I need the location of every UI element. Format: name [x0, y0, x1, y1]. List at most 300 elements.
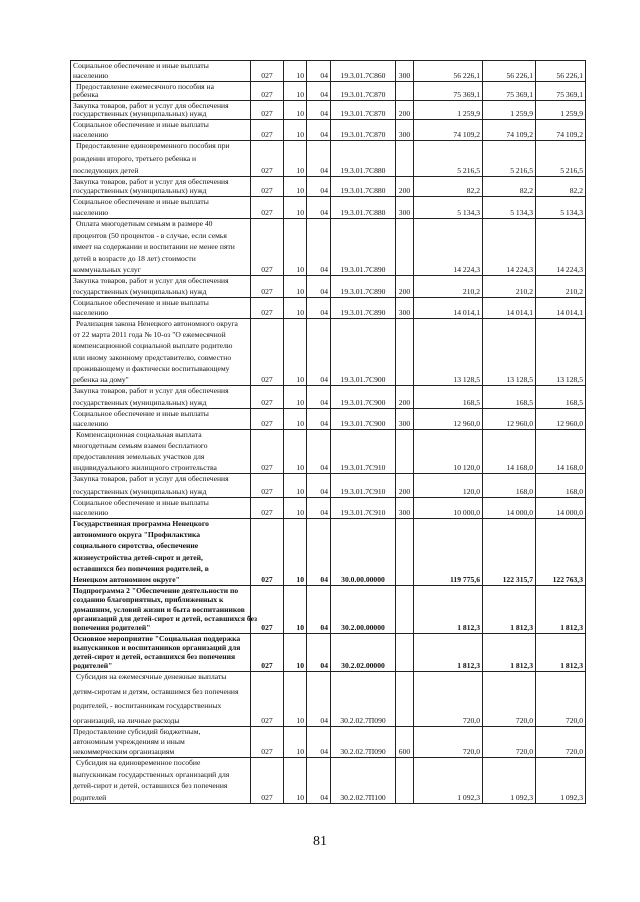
ministry-code-cell: 027	[251, 474, 284, 498]
item-name-line: домашним, условий жизни и быта воспитанников	[73, 604, 245, 614]
amount-3-cell: 5 134,3	[536, 197, 586, 219]
subsection-cell: 04	[307, 61, 331, 82]
amount-1-cell: 10 120,0	[414, 430, 483, 474]
item-name-line: Подпрограмма 2 "Обеспечение деятельности по	[73, 586, 239, 595]
item-name-cell	[71, 672, 251, 727]
page-number: 81	[313, 834, 327, 849]
item-name	[73, 62, 249, 80]
expense-type-cell: 300	[396, 498, 414, 519]
subsection-cell: 04	[307, 498, 331, 519]
item-name-cell	[71, 758, 251, 804]
target-article-cell: 19.3.01.7С880	[331, 197, 396, 219]
item-name	[73, 220, 249, 274]
amount-1-cell: 13 128,5	[414, 319, 483, 386]
item-name-line: автономного округа "Профилактика	[73, 530, 201, 540]
amount-2-cell: 14 000,0	[483, 498, 536, 519]
amount-2-cell: 74 109,2	[483, 120, 536, 141]
item-name-line: Государственная программа Ненецкого	[73, 519, 209, 528]
expense-type-cell	[396, 430, 414, 474]
item-name-cell	[71, 197, 251, 219]
section-cell: 10	[284, 409, 307, 430]
item-name-cell	[71, 82, 251, 101]
item-name-line: оставшихся без попечения родителей, в	[73, 563, 209, 573]
subsection-cell: 04	[307, 82, 331, 101]
amount-3-cell: 210,2	[536, 276, 586, 298]
amount-1-cell: 1 812,3	[414, 634, 483, 672]
expense-type-cell: 600	[396, 727, 414, 758]
subsection-cell: 04	[307, 386, 331, 409]
item-name-cell	[71, 519, 251, 586]
expense-type-cell	[396, 319, 414, 386]
section-cell: 10	[284, 298, 307, 319]
section-cell: 10	[284, 276, 307, 298]
expense-type-cell: 200	[396, 386, 414, 409]
item-name-line: выпускникам государственных организаций для	[73, 769, 230, 779]
budget-row	[71, 672, 586, 727]
amount-2-cell: 1 812,3	[483, 634, 536, 672]
item-name	[73, 759, 249, 802]
item-name-line: попечения родителей"	[73, 623, 151, 632]
amount-3-cell: 14 224,3	[536, 219, 586, 276]
subsection-cell: 04	[307, 430, 331, 474]
amount-1-cell: 12 960,0	[414, 409, 483, 430]
item-name	[73, 102, 249, 118]
item-name-line: Закупка товаров, работ и услуг для обеспечения	[73, 474, 229, 483]
item-name	[73, 142, 249, 175]
budget-row	[71, 61, 586, 82]
amount-2-cell: 168,0	[483, 474, 536, 498]
subsection-cell: 04	[307, 634, 331, 672]
budget-row	[71, 276, 586, 298]
section-cell: 10	[284, 197, 307, 219]
amount-3-cell: 14 014,1	[536, 298, 586, 319]
section-cell: 10	[284, 61, 307, 82]
subsection-cell: 04	[307, 586, 331, 634]
target-article-cell: 19.3.01.7С910	[331, 430, 396, 474]
item-name-line: родителей	[73, 792, 107, 802]
amount-1-cell: 5 216,5	[414, 141, 483, 177]
budget-row	[71, 727, 586, 758]
item-name-cell	[71, 386, 251, 409]
target-article-cell: 19.3.01.7С900	[331, 319, 396, 386]
item-name-line: детям-сиротам и детям, оставшимся без попечения	[73, 686, 239, 696]
item-name-cell	[71, 141, 251, 177]
amount-2-cell: 13 128,5	[483, 319, 536, 386]
amount-1-cell: 720,0	[414, 727, 483, 758]
item-name	[73, 586, 258, 632]
ministry-code-cell: 027	[251, 430, 284, 474]
section-cell: 10	[284, 519, 307, 586]
ministry-code-cell: 027	[251, 197, 284, 219]
item-name-line: государственных (муниципальных) нужд	[73, 398, 207, 407]
item-name-line: Социальное обеспечение и иные выплаты	[73, 197, 209, 206]
ministry-code-cell: 027	[251, 409, 284, 430]
ministry-code-cell: 027	[251, 758, 284, 804]
section-cell: 10	[284, 474, 307, 498]
amount-2-cell: 720,0	[483, 672, 536, 727]
amount-2-cell: 5 134,3	[483, 197, 536, 219]
item-name-line: предоставления земельных участков для	[73, 452, 205, 461]
target-article-cell: 19.3.01.7С900	[331, 409, 396, 430]
ministry-code-cell: 027	[251, 586, 284, 634]
section-cell: 10	[284, 120, 307, 141]
budget-row	[71, 298, 586, 319]
expense-type-cell: 200	[396, 101, 414, 120]
section-cell: 10	[284, 82, 307, 101]
amount-3-cell: 74 109,2	[536, 120, 586, 141]
expense-type-cell	[396, 634, 414, 672]
budget-row	[71, 409, 586, 430]
item-name-line: государственных (муниципальных) нужд	[73, 487, 207, 496]
subsection-cell: 04	[307, 177, 331, 197]
ministry-code-cell: 027	[251, 177, 284, 197]
item-name-cell	[71, 177, 251, 197]
amount-3-cell: 168,0	[536, 474, 586, 498]
amount-1-cell: 82,2	[414, 177, 483, 197]
item-name-cell	[71, 120, 251, 141]
target-article-cell: 19.3.01.7С890	[331, 276, 396, 298]
budget-row	[71, 120, 586, 141]
ministry-code-cell: 027	[251, 672, 284, 727]
item-name-line: Субсидия на единовременное пособие	[76, 758, 201, 767]
expense-type-cell: 300	[396, 120, 414, 141]
target-article-cell: 19.3.01.7С870	[331, 101, 396, 120]
item-name-line: некоммерческим организациям	[73, 747, 175, 756]
amount-2-cell: 82,2	[483, 177, 536, 197]
amount-2-cell: 14 014,1	[483, 298, 536, 319]
item-name-line: детей-сирот и детей, оставшихся без попечения	[73, 652, 236, 661]
budget-row	[71, 758, 586, 804]
amount-3-cell: 720,0	[536, 727, 586, 758]
amount-2-cell: 1 812,3	[483, 586, 536, 634]
item-name-line: государственных (муниципальных) нужд	[73, 186, 207, 195]
expense-type-cell	[396, 219, 414, 276]
amount-3-cell: 5 216,5	[536, 141, 586, 177]
subsection-cell: 04	[307, 298, 331, 319]
item-name-line: Реализация закона Ненецкого автономного округа	[76, 319, 238, 328]
item-name-line: родителей"	[73, 661, 113, 670]
subsection-cell: 04	[307, 319, 331, 386]
item-name-line: индивидуального жилищного строительства	[73, 463, 217, 472]
subsection-cell: 04	[307, 197, 331, 219]
item-name	[73, 83, 249, 99]
section-cell: 10	[284, 727, 307, 758]
item-name-line: Ненецком автономном округе"	[73, 574, 180, 584]
item-name	[73, 673, 249, 725]
expense-type-cell	[396, 519, 414, 586]
amount-3-cell: 14 168,0	[536, 430, 586, 474]
item-name	[73, 635, 249, 670]
item-name	[73, 410, 249, 428]
item-name-line: последующих детей	[73, 166, 139, 175]
item-name	[73, 520, 249, 584]
item-name-line: коммунальных услуг	[73, 265, 141, 274]
target-article-cell: 19.3.01.7С880	[331, 141, 396, 177]
item-name-line: детей в возрасте до 18 лет) стоимости	[73, 253, 196, 263]
expense-type-cell: 200	[396, 474, 414, 498]
item-name-line: социального сиротства, обеспечение	[73, 541, 199, 551]
expense-type-cell	[396, 82, 414, 101]
amount-3-cell: 56 226,1	[536, 61, 586, 82]
item-name-cell	[71, 219, 251, 276]
budget-table	[70, 60, 586, 804]
item-name-line: Основное мероприятие "Социальная поддержка	[73, 634, 241, 643]
amount-1-cell: 1 259,9	[414, 101, 483, 120]
amount-2-cell: 14 168,0	[483, 430, 536, 474]
ministry-code-cell: 027	[251, 634, 284, 672]
budget-row	[71, 319, 586, 386]
item-name-cell	[71, 727, 251, 758]
amount-1-cell: 168,5	[414, 386, 483, 409]
item-name-line: Закупка товаров, работ и услуг для обеспечения	[73, 101, 229, 110]
amount-3-cell: 122 763,3	[536, 519, 586, 586]
item-name-line: автономным учреждениям и иным	[73, 737, 185, 746]
budget-row	[71, 101, 586, 120]
item-name-line: Предоставление ежемесячного пособия на	[76, 82, 214, 91]
amount-1-cell: 1 092,3	[414, 758, 483, 804]
item-name-line: Закупка товаров, работ и услуг для обеспечения	[73, 386, 229, 395]
expense-type-cell	[396, 758, 414, 804]
amount-2-cell: 5 216,5	[483, 141, 536, 177]
item-name	[73, 387, 249, 407]
subsection-cell: 04	[307, 120, 331, 141]
target-article-cell: 30.0.00.00000	[331, 519, 396, 586]
amount-1-cell: 14 014,1	[414, 298, 483, 319]
item-name	[73, 475, 249, 496]
item-name-line: от 22 марта 2011 года № 10-оз "О ежемесячной	[73, 330, 226, 340]
section-cell: 10	[284, 758, 307, 804]
amount-3-cell: 82,2	[536, 177, 586, 197]
amount-2-cell: 168,5	[483, 386, 536, 409]
budget-row	[71, 82, 586, 101]
budget-row	[71, 519, 586, 586]
item-name-cell	[71, 498, 251, 519]
item-name	[73, 277, 249, 296]
item-name-line: населению	[73, 71, 109, 80]
ministry-code-cell: 027	[251, 298, 284, 319]
ministry-code-cell: 027	[251, 519, 284, 586]
section-cell: 10	[284, 498, 307, 519]
target-article-cell: 19.3.01.7С910	[331, 498, 396, 519]
amount-1-cell: 119 775,6	[414, 519, 483, 586]
item-name-line: ребенка на дому"	[73, 374, 129, 384]
subsection-cell: 04	[307, 219, 331, 276]
amount-3-cell: 168,5	[536, 386, 586, 409]
target-article-cell: 30.2.02.7П100	[331, 758, 396, 804]
item-name-line: Субсидия на ежемесячные денежные выплаты	[76, 672, 227, 681]
ministry-code-cell: 027	[251, 61, 284, 82]
item-name-line: Социальное обеспечение и иные выплаты	[73, 498, 209, 507]
amount-1-cell: 120,0	[414, 474, 483, 498]
item-name-line: населению	[73, 130, 109, 139]
expense-type-cell: 200	[396, 276, 414, 298]
expense-type-cell: 300	[396, 298, 414, 319]
subsection-cell: 04	[307, 758, 331, 804]
item-name	[73, 121, 249, 139]
subsection-cell: 04	[307, 519, 331, 586]
amount-3-cell: 1 092,3	[536, 758, 586, 804]
amount-1-cell: 210,2	[414, 276, 483, 298]
section-cell: 10	[284, 430, 307, 474]
ministry-code-cell: 027	[251, 82, 284, 101]
section-cell: 10	[284, 586, 307, 634]
budget-row	[71, 474, 586, 498]
item-name	[73, 299, 249, 317]
item-name-line: Предоставление единовременного пособия при	[76, 141, 230, 150]
budget-row	[71, 141, 586, 177]
target-article-cell: 19.3.01.7С910	[331, 474, 396, 498]
budget-row	[71, 586, 586, 634]
amount-3-cell: 13 128,5	[536, 319, 586, 386]
section-cell: 10	[284, 177, 307, 197]
item-name	[73, 178, 249, 195]
amount-1-cell: 720,0	[414, 672, 483, 727]
amount-1-cell: 1 812,3	[414, 586, 483, 634]
item-name	[73, 431, 249, 472]
amount-2-cell: 56 226,1	[483, 61, 536, 82]
item-name-line: организаций, на личные расходы	[73, 715, 180, 725]
target-article-cell: 30.2.02.00000	[331, 634, 396, 672]
ministry-code-cell: 027	[251, 120, 284, 141]
item-name-cell	[71, 430, 251, 474]
item-name-line: Закупка товаров, работ и услуг для обеспечения	[73, 276, 229, 285]
item-name-line: или иному законному представителю, совместно	[73, 352, 232, 362]
amount-1-cell: 75 369,1	[414, 82, 483, 101]
target-article-cell: 19.3.01.7С870	[331, 82, 396, 101]
ministry-code-cell: 027	[251, 498, 284, 519]
amount-1-cell: 74 109,2	[414, 120, 483, 141]
item-name-line: Социальное обеспечение и иные выплаты	[73, 120, 209, 129]
item-name-line: процентов (50 процентов - в случае, если семья	[73, 230, 227, 240]
item-name-line: Компенсационная социальная выплата	[76, 430, 202, 439]
item-name-line: выпускников и воспитанников организаций для	[73, 643, 241, 652]
item-name-line: ребенка	[73, 90, 99, 99]
item-name-cell	[71, 101, 251, 120]
section-cell: 10	[284, 386, 307, 409]
ministry-code-cell: 027	[251, 276, 284, 298]
amount-2-cell: 14 224,3	[483, 219, 536, 276]
target-article-cell: 19.3.01.7С890	[331, 219, 396, 276]
expense-type-cell: 300	[396, 61, 414, 82]
item-name-cell	[71, 474, 251, 498]
expense-type-cell	[396, 141, 414, 177]
amount-2-cell: 12 960,0	[483, 409, 536, 430]
target-article-cell: 19.3.01.7С860	[331, 61, 396, 82]
amount-1-cell: 14 224,3	[414, 219, 483, 276]
amount-1-cell: 5 134,3	[414, 197, 483, 219]
section-cell: 10	[284, 101, 307, 120]
amount-3-cell: 1 812,3	[536, 586, 586, 634]
ministry-code-cell: 027	[251, 386, 284, 409]
section-cell: 10	[284, 141, 307, 177]
item-name-line: Предоставление субсидий бюджетным,	[73, 727, 201, 736]
item-name-line: рождении второго, третьего ребенка и	[73, 153, 197, 163]
section-cell: 10	[284, 672, 307, 727]
item-name-line: Социальное обеспечение и иные выплаты	[73, 409, 209, 418]
amount-2-cell: 122 315,7	[483, 519, 536, 586]
item-name-line: проживающему и фактически воспитывающему	[73, 363, 230, 373]
item-name-line: компенсационной социальной выплате родителю	[73, 341, 233, 351]
amount-2-cell: 1 092,3	[483, 758, 536, 804]
target-article-cell: 19.3.01.7С870	[331, 120, 396, 141]
item-name-line: организаций для детей-сирот и детей, оставшихся без	[73, 613, 258, 623]
subsection-cell: 04	[307, 141, 331, 177]
target-article-cell: 19.3.01.7С880	[331, 177, 396, 197]
item-name-line: населению	[73, 419, 109, 428]
subsection-cell: 04	[307, 409, 331, 430]
budget-row	[71, 177, 586, 197]
budget-row	[71, 386, 586, 409]
amount-2-cell: 1 259,9	[483, 101, 536, 120]
item-name-line: Социальное обеспечение и иные выплаты	[73, 61, 209, 70]
target-article-cell: 19.3.01.7С900	[331, 386, 396, 409]
item-name-line: населению	[73, 208, 109, 217]
item-name-line: созданию благоприятных, приближенных к	[73, 595, 224, 605]
budget-row	[71, 197, 586, 219]
target-article-cell: 30.2.00.00000	[331, 586, 396, 634]
amount-3-cell: 1 812,3	[536, 634, 586, 672]
expense-type-cell	[396, 586, 414, 634]
item-name-line: государственных (муниципальных) нужд	[73, 109, 207, 118]
item-name-line: населению	[73, 508, 109, 517]
item-name-line: Оплата многодетным семьям в размере 40	[76, 219, 213, 228]
item-name-cell	[71, 61, 251, 82]
expense-type-cell	[396, 672, 414, 727]
expense-type-cell: 300	[396, 409, 414, 430]
ministry-code-cell: 027	[251, 219, 284, 276]
budget-row	[71, 634, 586, 672]
item-name	[73, 728, 249, 756]
expense-type-cell: 200	[396, 177, 414, 197]
item-name-line: многодетным семьям взамен бесплатного	[73, 441, 208, 450]
ministry-code-cell: 027	[251, 727, 284, 758]
item-name-cell	[71, 409, 251, 430]
section-cell: 10	[284, 319, 307, 386]
ministry-code-cell: 027	[251, 319, 284, 386]
amount-3-cell: 1 259,9	[536, 101, 586, 120]
target-article-cell: 30.2.02.7П090	[331, 727, 396, 758]
section-cell: 10	[284, 634, 307, 672]
subsection-cell: 04	[307, 672, 331, 727]
item-name-line: населению	[73, 308, 109, 317]
target-article-cell: 19.3.01.7С890	[331, 298, 396, 319]
target-article-cell: 30.2.02.7П090	[331, 672, 396, 727]
amount-3-cell: 720,0	[536, 672, 586, 727]
budget-row	[71, 498, 586, 519]
amount-1-cell: 10 000,0	[414, 498, 483, 519]
ministry-code-cell: 027	[251, 141, 284, 177]
subsection-cell: 04	[307, 276, 331, 298]
item-name-line: государственных (муниципальных) нужд	[73, 287, 207, 296]
item-name-line: Социальное обеспечение и иные выплаты	[73, 298, 209, 307]
budget-row	[71, 430, 586, 474]
budget-table-body	[71, 61, 586, 804]
item-name	[73, 320, 249, 384]
amount-1-cell: 56 226,1	[414, 61, 483, 82]
expense-type-cell: 300	[396, 197, 414, 219]
item-name-cell	[71, 298, 251, 319]
subsection-cell: 04	[307, 727, 331, 758]
amount-2-cell: 720,0	[483, 727, 536, 758]
amount-2-cell: 75 369,1	[483, 82, 536, 101]
budget-row	[71, 219, 586, 276]
item-name-cell	[71, 634, 251, 672]
amount-3-cell: 75 369,1	[536, 82, 586, 101]
item-name-line: жизнеустройства детей-сирот и детей,	[73, 552, 203, 562]
item-name	[73, 499, 249, 517]
subsection-cell: 04	[307, 474, 331, 498]
item-name-line: детей-сирот и детей, оставшихся без попечения	[73, 781, 228, 791]
